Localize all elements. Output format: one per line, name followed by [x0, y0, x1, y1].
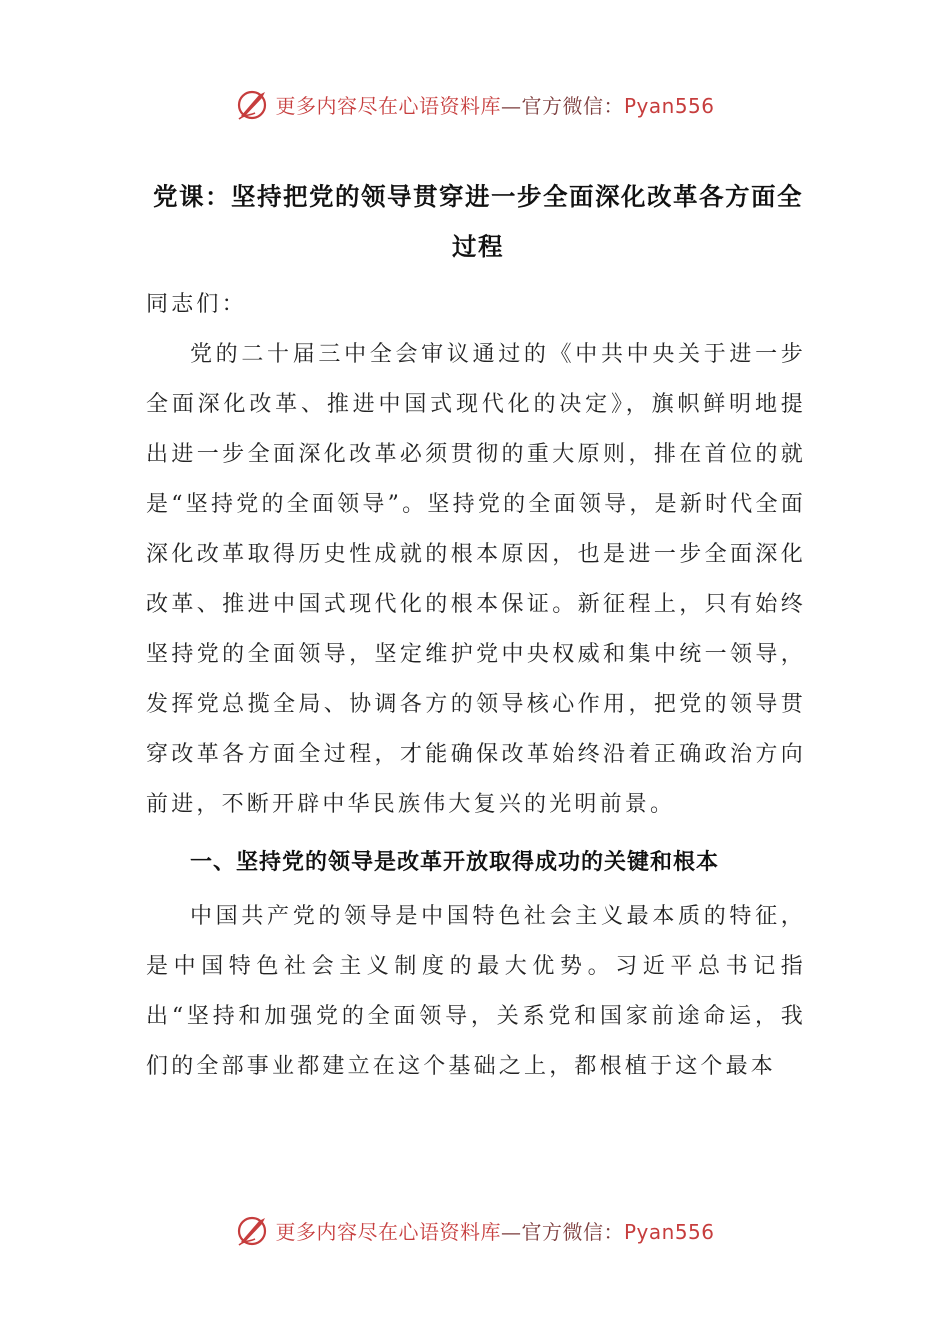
document-body — [146, 280, 806, 1092]
pen-nib-icon — [235, 1212, 271, 1248]
paragraph-intro: 党的二十届三中全会审议通过的《中共中央关于进一步全面深化改革、推进中国式现代化的决定》，旗帜鲜明地提出进一步全面深化改革必须贯彻的重大原则，排在首位的就是“坚持党的全面领导”。坚持党的全面领导，是新时代全面深化改革取得历史性成就的根本原因，也是进一步全面深化改革、推进中国式现代化的根本保证。新征程上，只有始终坚持党的全面领导，坚定维护党中央权威和集中统一领导，发挥党总揽全局、协调各方的领导核心作用，把党的领导贯穿改革各方面全过程，才能确保改革始终沿着正确政治方向前进，不断开辟中华民族伟大复兴的光明前景。 — [146, 342, 806, 817]
section-heading-1: 一、坚持党的领导是改革开放取得成功的关键和根本 — [190, 850, 720, 875]
footer-watermark-banner — [0, 1210, 950, 1250]
pen-nib-icon — [235, 86, 271, 122]
banner-text: 更多内容尽在心语资料库—官方微信：Pyan556 — [275, 1219, 715, 1244]
banner-text: 更多内容尽在心语资料库—官方微信：Pyan556 — [275, 93, 715, 118]
salutation: 同志们： — [146, 292, 247, 317]
paragraph-section-1: 中国共产党的领导是中国特色社会主义最本质的特征，是中国特色社会主义制度的最大优势。习近平总书记指出“坚持和加强党的全面领导，关系党和国家前途命运，我们的全部事业都建立在这个基础之上，都根植于这个最本 — [146, 904, 806, 1079]
document-title: 党课：坚持把党的领导贯穿进一步全面深化改革各方面全过程 — [153, 182, 803, 261]
header-watermark-banner — [0, 84, 950, 124]
